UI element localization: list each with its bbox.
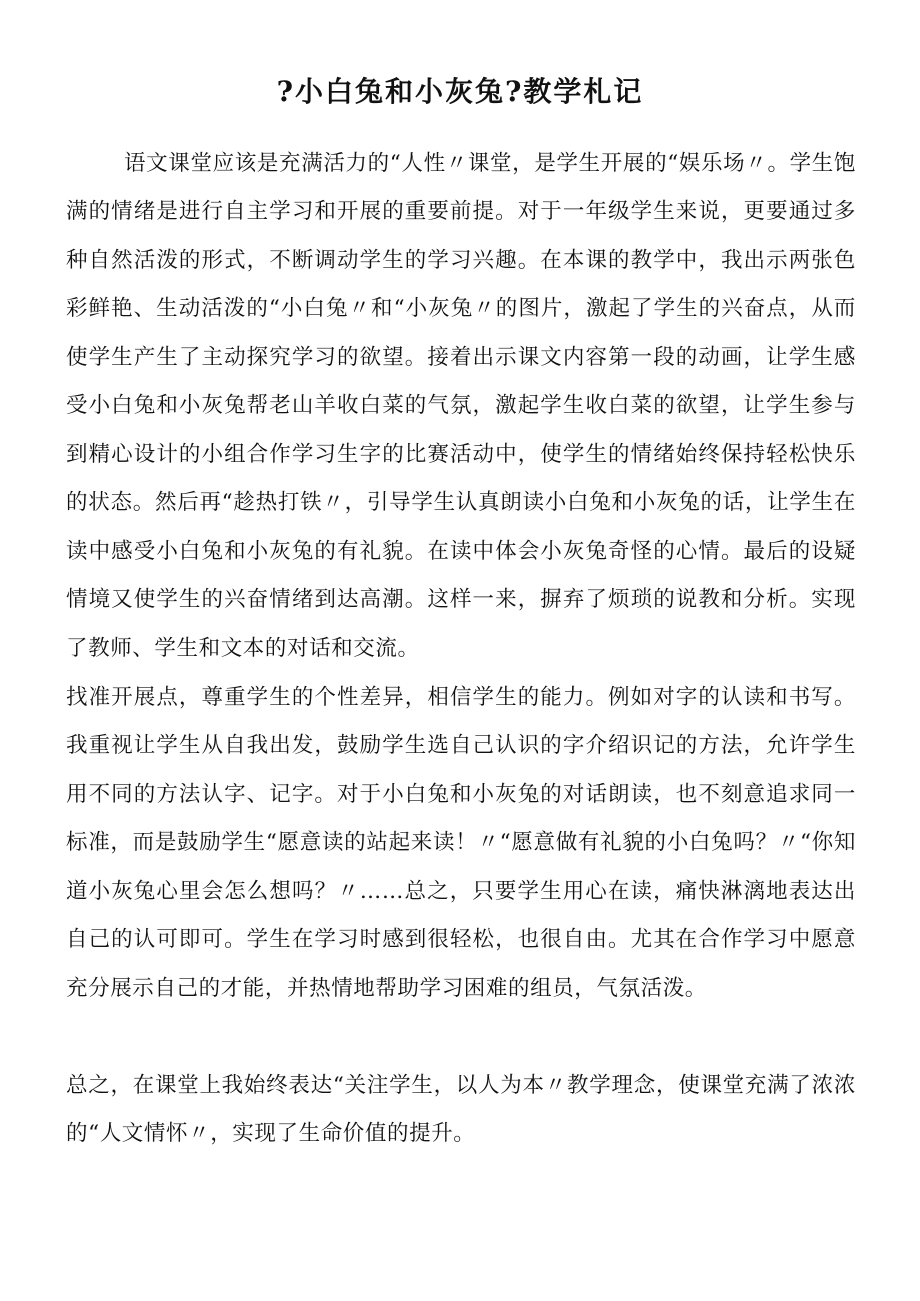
document-title: ?小白兔和小灰兔?教学札记 <box>276 75 644 108</box>
paragraph-3: 总之，在课堂上我始终表达“关注学生，以人为本〃教学理念，使课堂充满了浓浓的“人文情怀〃，实现了生命价值的提升。 <box>66 1072 856 1146</box>
paragraph-1: 语文课堂应该是充满活力的“人性〃课堂，是学生开展的“娱乐场〃。学生饱满的情绪是进行自主学习和开展的重要前提。对于一年级学生来说，更要通过多种自然活泼的形式，不断调动学生的学习兴趣。在本课的教学中，我出示两张色彩鲜艳、生动活泼的“小白兔〃和“小灰兔〃的图片，激起了学生的兴奋点，从而使学生产生了主动探究学习的欲望。接着出示课文内容第一段的动画，让学生感受小白兔和小灰兔帮老山羊收白菜的气氛，激起学生收白菜的欲望，让学生参与到精心设计的小组合作学习生字的比赛活动中，使学生的情绪始终保持轻松快乐的状态。然后再“趁热打铁〃，引导学生认真朗读小白兔和小灰兔的话，让学生在读中感受小白兔和小灰兔的有礼貌。在读中体会小灰兔奇怪的心情。最后的设疑情境又使学生的兴奋情绪到达高潮。这样一来，摒弃了烦琐的说教和分析。实现了教师、学生和文本的对话和交流。 <box>66 150 856 661</box>
paragraph-2: 找准开展点，尊重学生的个性差异，相信学生的能力。例如对字的认读和书写。我重视让学生从自我出发，鼓励学生选自己认识的字介绍识记的方法，允许学生用不同的方法认字、记字。对于小白兔和小灰兔的对话朗读，也不刻意追求同一标准，而是鼓励学生“愿意读的站起来读！〃“愿意做有礼貌的小白兔吗？〃“你知道小灰兔心里会怎么想吗？〃……总之，只要学生用心在读，痛快淋漓地表达出自己的认可即可。学生在学习时感到很轻松，也很自由。尤其在合作学习中愿意充分展示自己的才能，并热情地帮助学习困难的组员，气氛活泼。 <box>66 684 856 1001</box>
